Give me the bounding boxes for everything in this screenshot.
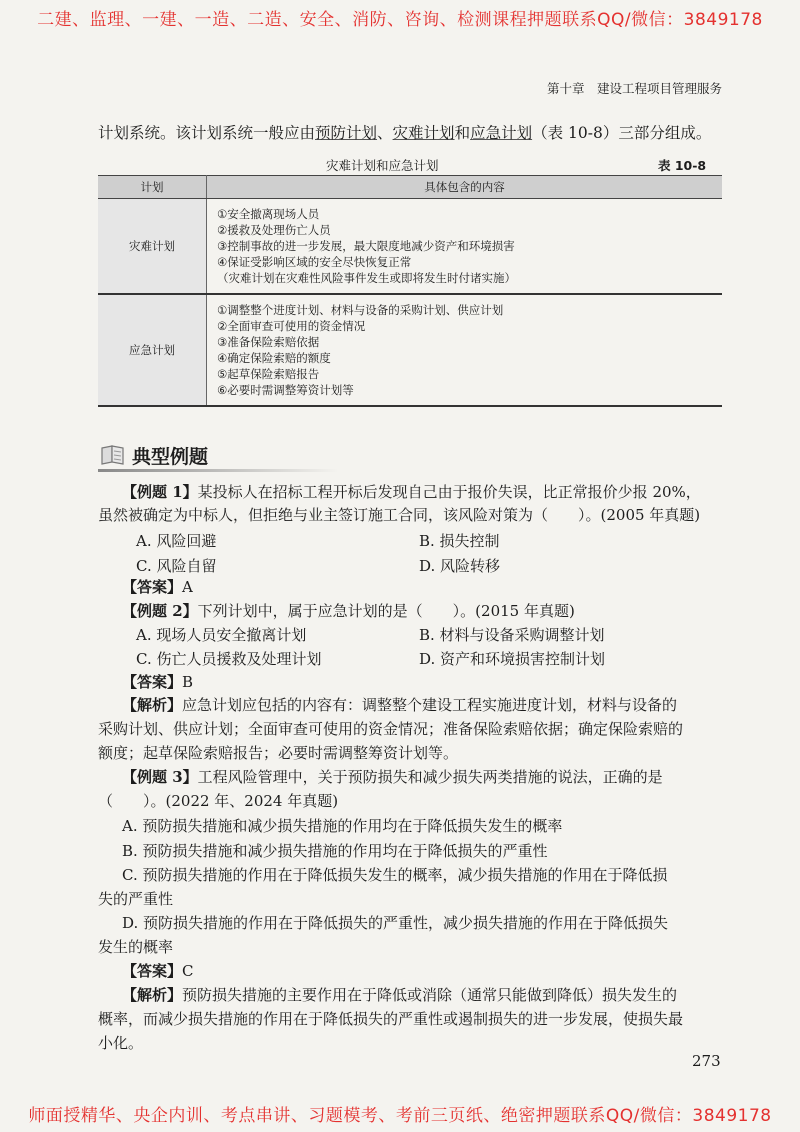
q2-analysis-text1: 应急计划应包括的内容有：调整整个建设工程实施进度计划，材料与设备的 — [182, 696, 678, 714]
table-row-emergency — [98, 294, 722, 406]
q2-analysis-line1 — [122, 694, 677, 715]
chapter-header: 第十章 建设工程项目管理服务 — [546, 81, 722, 96]
book-icon — [100, 443, 126, 465]
intro-disaster-plan: 灾难计划 — [392, 124, 455, 142]
table-row-disaster — [98, 199, 722, 295]
top-promo-banner: 二建、监理、一建、一造、二造、安全、消防、咨询、检测课程押题联系QQ/微信：3849178 — [37, 10, 763, 30]
intro-emergency-plan: 应急计划 — [470, 124, 533, 142]
table-header-plan: 计划 — [98, 176, 207, 199]
q3-text1: 工程风险管理中，关于预防损失和减少损失两类措施的说法，正确的是 — [197, 768, 663, 786]
q1-line1 — [122, 481, 701, 502]
q1-option-b: B. 损失控制 — [419, 532, 500, 550]
plan-table — [98, 175, 722, 407]
q3-line1 — [122, 766, 663, 787]
q2-tag: 【例题 2】 — [122, 602, 198, 620]
q2-analysis-line2: 采购计划、供应计划；全面审查可使用的资金情况；准备保险索赔依据；确定保险索赔的 — [98, 720, 684, 738]
q1-option-a: A. 风险回避 — [136, 532, 217, 550]
q2-answer-value: B — [182, 673, 194, 691]
q3-option-c-line2: 失的严重性 — [98, 890, 174, 908]
q3-tag: 【例题 3】 — [122, 768, 198, 786]
table-item: ④确定保险索赔的额度 — [217, 351, 331, 365]
intro-paragraph — [98, 121, 711, 143]
q3-answer-value: C — [182, 962, 194, 980]
intro-prevention-plan: 预防计划 — [315, 124, 378, 142]
table-item: （灾难计划在灾难性风险事件发生或即将发生时付诸实施） — [217, 271, 516, 285]
table-row-type: 灾难计划 — [98, 199, 207, 295]
q3-option-d-line2: 发生的概率 — [98, 938, 174, 956]
table-row-items — [207, 199, 723, 295]
table-item: ⑥必要时需调整筹资计划等 — [217, 383, 354, 397]
q1-line2: 虽然被确定为中标人，但拒绝与业主签订施工合同，该风险对策为（ ）。(2005 年真题) — [98, 506, 701, 524]
bottom-promo-banner: 师面授精华、央企内训、考点串讲、习题模考、考前三页纸、绝密押题联系QQ/微信：3849178 — [28, 1106, 772, 1126]
q2-line1 — [122, 600, 575, 621]
q3-analysis-line3: 小化。 — [98, 1034, 144, 1052]
q2-analysis-line3: 额度；起草保险索赔报告；必要时需调整筹资计划等。 — [98, 744, 459, 762]
table-item: ①安全撤离现场人员 — [217, 207, 320, 221]
q2-text1: 下列计划中，属于应急计划的是（ ）。(2015 年真题) — [197, 602, 575, 620]
q3-analysis-line1 — [122, 984, 677, 1005]
q2-option-d: D. 资产和环境损害控制计划 — [419, 650, 606, 668]
q3-option-c-line1: C. 预防损失措施的作用在于降低损失发生的概率，减少损失措施的作用在于降低损 — [122, 866, 668, 884]
table-title: 灾难计划和应急计划 — [326, 158, 439, 173]
q3-option-a: A. 预防损失措施和减少损失措施的作用均在于降低损失发生的概率 — [122, 817, 563, 835]
q1-text1: 某投标人在招标工程开标后发现自己由于报价失误，比正常报价少报 20%， — [197, 483, 701, 501]
table-header-row — [98, 176, 722, 199]
q3-analysis-tag: 【解析】 — [122, 986, 183, 1004]
intro-sep2: 和 — [454, 124, 471, 142]
q3-analysis-text1: 预防损失措施的主要作用在于降低或消除（通常只能做到降低）损失发生的 — [182, 986, 678, 1004]
q3-answer — [122, 960, 194, 981]
q1-answer-value: A — [182, 578, 193, 596]
table-number: 表 10-8 — [658, 158, 707, 173]
section-divider — [98, 469, 338, 472]
table-item: ②全面审查可使用的资金情况 — [217, 319, 366, 333]
q1-tag: 【例题 1】 — [122, 483, 198, 501]
q2-answer — [122, 671, 193, 692]
intro-sep1: 、 — [377, 124, 393, 142]
table-row-type: 应急计划 — [98, 294, 207, 406]
table-row-items — [207, 294, 723, 406]
q3-option-d-line1: D. 预防损失措施的作用在于降低损失的严重性，减少损失措施的作用在于降低损失 — [122, 914, 669, 932]
q3-line2: （ ）。(2022 年、2024 年真题) — [98, 792, 339, 810]
table-item: ①调整整个进度计划、材料与设备的采购计划、供应计划 — [217, 303, 504, 317]
q2-answer-tag: 【答案】 — [122, 673, 183, 691]
table-item: ②援救及处理伤亡人员 — [217, 223, 331, 237]
q3-analysis-line2: 概率，而减少损失措施的作用在于降低损失的严重性或遏制损失的进一步发展，使损失最 — [98, 1010, 684, 1028]
intro-pre: 计划系统。该计划系统一般应由 — [98, 124, 316, 142]
q2-option-b: B. 材料与设备采购调整计划 — [419, 626, 605, 644]
table-item: ③准备保险索赔依据 — [217, 335, 320, 349]
section-title: 典型例题 — [132, 446, 209, 468]
q2-option-c: C. 伤亡人员援救及处理计划 — [136, 650, 322, 668]
table-item: ⑤起草保险索赔报告 — [217, 367, 320, 381]
intro-post: （表 10-8）三部分组成。 — [532, 124, 712, 142]
q2-option-a: A. 现场人员安全撤离计划 — [136, 626, 307, 644]
q1-answer-tag: 【答案】 — [122, 578, 183, 596]
table-item: ③控制事故的进一步发展，最大限度地减少资产和环境损害 — [217, 239, 515, 253]
q3-answer-tag: 【答案】 — [122, 962, 183, 980]
q1-answer — [122, 576, 193, 597]
table-item: ④保证受影响区域的安全尽快恢复正常 — [217, 255, 412, 269]
table-header-content: 具体包含的内容 — [207, 176, 723, 199]
q3-option-b: B. 预防损失措施和减少损失措施的作用均在于降低损失的严重性 — [122, 842, 548, 860]
page-number: 273 — [692, 1052, 721, 1070]
q1-option-d: D. 风险转移 — [419, 557, 501, 575]
q1-option-c: C. 风险自留 — [136, 557, 217, 575]
q2-analysis-tag: 【解析】 — [122, 696, 183, 714]
